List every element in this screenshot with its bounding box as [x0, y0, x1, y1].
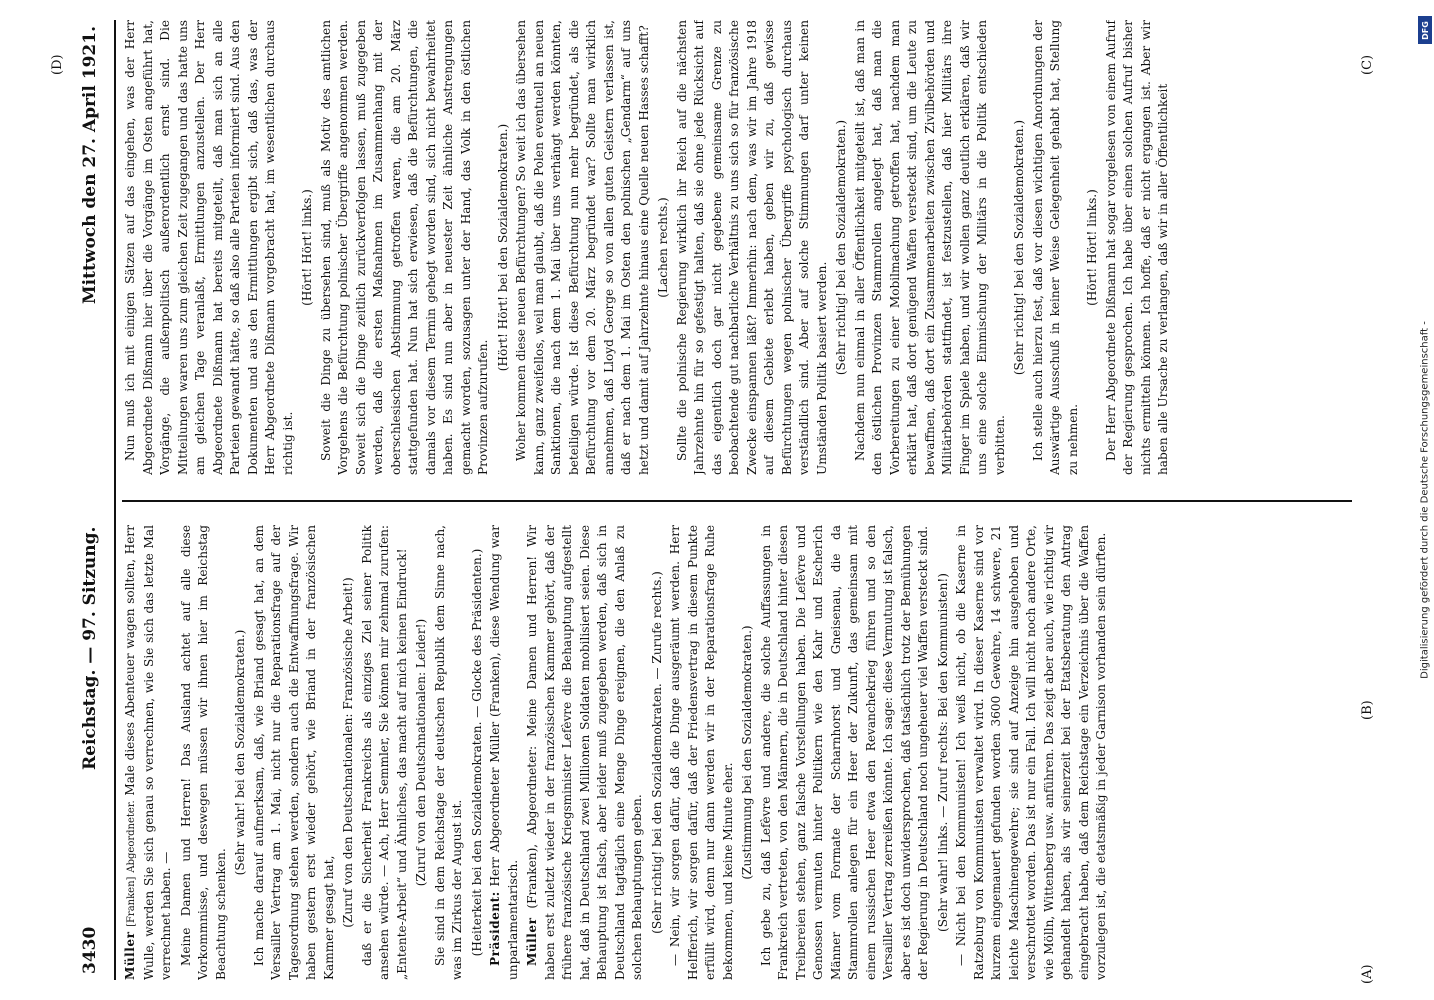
paragraph-text: Male dieses Abenteuer wagen sollten, Herr Wulle, werden Sie sich genau so verrechnen, wie Sie sich das letzte Mal verrechnet haben. — — [123, 525, 173, 980]
margin-letter-b: (B) — [1360, 700, 1375, 720]
column-divider — [122, 500, 1352, 502]
page-header — [72, 20, 112, 980]
remark: (Zustimmung bei den Sozialdemokraten.) — [740, 625, 754, 880]
dfg-badge-text: DFG — [1420, 20, 1430, 40]
remark: (Zuruf von den Deutschnationalen: Französische Arbeit!) — [341, 577, 355, 928]
paragraph: Ich stelle auch hierzu fest, daß vor diesen wichtigen Anordnungen der Auswärtige Ausschuß in keiner Weise Gelegenheit gehabt hat, Stellung zu nehmen. — [1030, 20, 1080, 475]
remark: (Sehr wahr! bei den Sozialdemokraten.) — [233, 629, 247, 876]
paragraph: Sollte die polnische Regierung wirklich ihr Reich auf die nächsten Jahrzehnte hin für so gefestigt halten, daß sie ohne jede Rücksicht auf das eigentlich doch gar nicht gegebene gemeinsame Grenze zu beobachtende gut nachbarliche Verhältnis zu uns sich so für französische Zwecke einspannen läßt? Immerhin: nach dem, was wir im Jahre 1918 auf diesem Gebiete erlebt haben, geben wir zu, daß gewisse Befürchtungen wegen polnischer Übergriffe psychologisch durchaus verständlich sind. Aber auf solche Stimmungen darf unter keinen Umständen Politik basiert werden. — [674, 20, 829, 475]
speaker-name: Müller — [525, 917, 539, 966]
paragraph: daß er die Sicherheit Frankreichs als einziges Ziel seiner Politik ansehen würde. — Ach, Herr Semmler, Sie können mir zehnmal zurufen: „Entente-Arbeit“ und Ähnliches, das macht auf mich keinen Eindruck! — [359, 525, 409, 980]
paragraph: Der Herr Abgeordnete Dißmann hat sogar vorgelesen von einem Aufruf der Regierung gesprochen. Ich habe über einen solchen Aufruf bisher nichts ermitteln können. Ich hoffe, daß er nicht ergangen ist. Aber wir haben alle Ursache zu verlangen, daß wir in aller Öffentlichkeit — [1103, 20, 1170, 475]
header-date: Mittwoch den 27. April 1921. — [80, 26, 100, 305]
paragraph — [487, 525, 522, 980]
paragraph: Meine Damen und Herren! Das Ausland achtet auf alle diese Vorkommnisse, und deswegen müssen wir ihnen hier im Reichstag Beachtung schenken. — [178, 525, 228, 980]
paragraph: Woher kommen diese neuen Befürchtungen? So weit ich das übersehen kann, ganz zweifellos, weil man glaubt, daß die Polen eventuell an neuen Sanktionen, die nach dem 1. Mai über uns verhängt werden könnten, beteiligen würde. Ist diese Befürchtung nun mehr begründet, als die Befürchtung vor dem 20. März begründet war? Sollte man wirklich annehmen, daß Lloyd George so von allen guten Geistern verlassen ist, daß er nach dem 1. Mai im Osten den polnischen „Gendarm“ auf uns hetzt und damit auf Jahrzehnte hinaus eine Quelle neuen Hasses schafft? — [514, 20, 651, 475]
paragraph: — Nein, wir sorgen dafür, daß die Dinge ausgeräumt werden. Herr Helfferich, wir sorgen dafür, daß der Friedensvertrag in diesem Punkte erfüllt wird, denn nur dann werden wir in der Reparationsfrage Ruhe bekommen, und keine Minute eher. — [668, 525, 735, 980]
digitization-credit: Digitalisierung gefördert durch die Deutsche Forschungsgemeinschaft - — [1419, 321, 1431, 679]
paragraph: Ich gebe zu, daß Lefèvre und andere, die solche Auffassungen in Frankreich vertreten, von den Männern, die in Deutschland hinter diesen Treibereien stehen, ganz falsche Vorstellungen haben. Die Lefèvre und Genossen vermuten hinter Politikern wie den Kahr und Escherich Männer vom Formate der Scharnhorst und Gneisenau, die da Stammrollen anlegen für ein Heer der Zukunft, das gemeinsam mit einem russischen Heer etwa den Revanchekrieg führen und so den Versailler Vertrag zerreißen könnte. Ich sage: diese Vermutung ist falsch, aber es ist doch unwidersprochen, daß tatsächlich trotz der Bemühungen der Regierung in Deutschland noch ungeheuer viel Waffen versteckt sind. — [758, 525, 930, 980]
remark: (Lachen rechts.) — [656, 197, 670, 298]
remark: (Sehr wahr! links. — Zuruf rechts: Bei den Kommunisten!) — [935, 573, 950, 932]
paragraph — [524, 525, 647, 980]
header-session: Reichstag. — 97. Sitzung. — [80, 526, 100, 770]
header-rule — [114, 20, 116, 980]
margin-letter-a: (A) — [1360, 964, 1375, 984]
remark: (Hört! Hört! bei den Sozialdemokraten.) — [495, 123, 510, 372]
remark: (Sehr richtig! bei den Sozialdemokraten. — Zurufe rechts.) — [649, 571, 664, 934]
paragraph: Sie sind in dem Reichstage der deutschen Republik dem Sinne nach, was im Zirkus der August ist. — [432, 525, 464, 980]
rotated-document-page — [50, 20, 1375, 984]
right-column — [122, 20, 1352, 475]
digitization-sidebar — [1416, 6, 1434, 994]
left-column — [122, 525, 1352, 980]
paragraph: — Nicht bei den Kommunisten! Ich weiß nicht, ob die Kaserne in Ratzeburg von Kommunisten verwaltet wird. In dieser Kaserne sind vor kurzem eingemauert gefunden worden 3600 Gewehre, 14 schwere, 21 leichte Maschinengewehre; sie sind auf Anzeige hin ausgehoben und verschrottet worden. Das ist nur ein Fall. Ich will nicht noch andere Orte, wie Mölln, Wittenberg usw. anführen. Das zeigt aber auch, wie richtig wir gehandelt haben, als wir seinerzeit bei der Etatsberatung den Antrag eingebracht haben, daß dem Reichstage ein Verzeichnis über die Waffen vorzulegen ist, die etatsmäßig in jeder Garnison vorhanden sein dürften. — [954, 525, 1108, 980]
paragraph: Nachdem nun einmal in aller Öffentlichkeit mitgeteilt ist, daß man in den östlichen Provinzen Stammrollen angelegt hat, daß man die Vorbereitungen zu einer Mobilmachung getroffen hat, nachdem man erklärt hat, daß dort genügend Waffen versteckt sind, um die Leute zu bewaffnen, daß dort ein Zusammenarbeiten zwischen Zivilbehörden und Militärbehörden stattfindet, ist festzustellen, daß hier Militärs ihre Finger im Spiele haben, und wir wollen ganz deutlich erklären, daß wir uns eine solche Einmischung der Militärs in die Politik entschieden verbitten. — [852, 20, 1007, 475]
paragraph-text: (Franken), Abgeordneter: Meine Damen und Herren! Wir haben erst zuletzt wieder in der französischen Kammer gehört, daß der frühere französische Kriegsminister Lefèvre die Behauptung aufgestellt hat, daß in Deutschland zwei Millionen Soldaten mobilisiert seien. Diese Behauptung ist falsch, aber leider muß zugegeben werden, daß sich in Deutschland tagtäglich eine Menge Dinge ereignen, die den Anlaß zu solchen Behauptungen geben. — [525, 525, 644, 980]
margin-letter-d: (D) — [50, 54, 65, 75]
page-number: 3430 — [80, 926, 100, 974]
paragraph: Soweit die Dinge zu übersehen sind, muß als Motiv des amtlichen Vorgehens die Befürchtung polnischer Übergriffe angenommen werden. Soweit sich die Dinge zeitlich zurückverfolgen lassen, muß zugegeben werden, daß die ersten Maßnahmen im Zusammenhang mit der oberschlesischen Abstimmung getroffen waren, die am 20. März stattgefunden hat. Nun hat sich erwiesen, daß die Befürchtungen, die damals vor diesem Termin gehegt worden sind, sich nicht bewahrheitet haben. Es sind nun aber in neuester Zeit ähnliche Anstrengungen gemacht worden, sozusagen unter der Hand, das Volk in den östlichen Provinzen aufzurufen. — [318, 20, 490, 475]
speaker-name: Präsident: — [488, 891, 502, 966]
paragraph — [122, 525, 176, 980]
remark: (Heiterkeit bei den Sozialdemokraten. — Glocke des Präsidenten.) — [469, 548, 484, 957]
remark: (Sehr richtig! bei den Sozialdemokraten.) — [834, 119, 848, 376]
remark: (Sehr richtig! bei den Sozialdemokraten.) — [1012, 119, 1026, 376]
paragraph: Ich mache darauf aufmerksam, daß, wie Briand gesagt hat, an dem Versailler Vertrag am 1. Mai, nicht nur die Reparationsfrage auf der Tagesordnung stehen werden, sondern auch die Entwaffnungsfrage. Wir haben gestern erst wieder gehört, wie Briand in der französischen Kammer gesagt hat, — [251, 525, 336, 980]
remark: (Hört! Hört! links.) — [1085, 189, 1099, 306]
paragraph-text: Herr Abgeordneter Müller (Franken), diese Wendung war unparlamentarisch. — [488, 525, 520, 980]
speaker-name: Müller — [123, 931, 137, 980]
remark: (Hört! Hört! links.) — [300, 189, 314, 306]
paragraph: Nun muß ich mit einigen Sätzen auf das eingehen, was der Herr Abgeordnete Dißmann hier über die Vorgänge im Osten angeführt hat, Vorgänge, die außenpolitisch außerordentlich ernst sind. Die Mitteilungen waren uns zum gleichen Zeit zugegangen und das hatte uns am gleichen Tage veranlaßt, Ermittlungen anzustellen. Der Herr Abgeordnete Dißmann hat bereits mitgeteilt, daß man sich an alle Parteien gewandt hätte, so daß also alle Parteien informiert sind. Aus den Dokumenten und aus den Ermittlungen ergibt sich, daß das, was der Herr Abgeordnete Dißmann vorgebracht hat, im wesentlichen durchaus richtig ist. — [123, 20, 295, 475]
dfg-logo-icon — [1418, 16, 1432, 44]
speaker-label: [Franken] Abgeordneter. — [126, 800, 137, 927]
remark: (Zuruf von den Deutschnationalen: Leider!) — [414, 618, 428, 887]
margin-letter-c: (C) — [1360, 54, 1375, 75]
